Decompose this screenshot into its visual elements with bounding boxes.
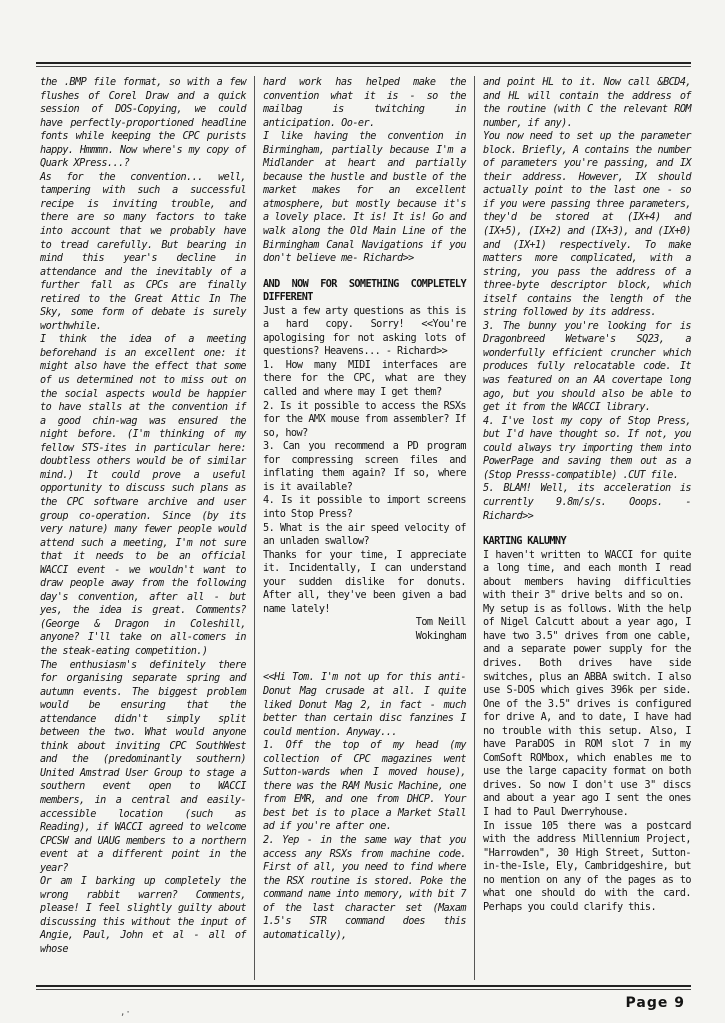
signature-name: Tom Neill [415,617,466,629]
paragraph: Thanks for your time, I appreciate it. Incidentally, I can understand your sudden dislike for donuts. After all, they've been given a bad name lately! [263,549,466,615]
paragraph: I like having the convention in Birmingham, partially because I'm a Midlander at heart and partially because the hustle and bustle of the market makes for an excellent atmosphere, but mostly because it's a lovely place. It is! It is! Go and walk along the Old Main Line of the Birmingham Canal Navigations if you don't believe me- Richard>> [263,131,466,265]
paragraph: 2. Yep - in the same way that you access any RSXs from machine code. First of all, you need to find where the RSX routine is stored. Poke the command name into memory, with bit 7 of the last character set (Maxam 1.5's STR command does this automatically), [263,834,466,941]
column-divider [254,76,255,980]
paragraph: As for the convention... well, tampering with such a successful recipe is inviting trouble, and there are so many factors to take into account that we probably have to tread carefully. But bearing in mind this year's decline in attendance and the inevitably of a further fall as CPCs are finally retired to the Great Attic In The Sky, some form of debate is surely worthwhile. [40,171,246,332]
section-heading: AND NOW FOR SOMETHING COMPLETELY DIFFERENT [263,278,466,304]
paragraph: hard work has helped make the convention what it is - so the mailbag is twitching in anticipation. Oo-er. [263,77,466,129]
paragraph: In issue 105 there was a postcard with the address Millennium Project, "Harrowden", 30 High Street, Sutton-in-the-Isle, Ely, Cambridgeshire, but no mention on any of the pages as to what one should do with the card. Perhaps you could clarify this. [483,820,691,913]
column-3 [483,76,691,914]
paragraph: Just a few arty questions as this is a hard copy. Sorry! <<You're apologising for not asking lots of questions? Heavens... - Richard>> [263,305,466,358]
bottom-rule [36,985,691,990]
paragraph: 3. The bunny you're looking for is Dragonbreed Wetware's SQ23, a wonderfully efficient cruncher which produces fully relocatable code. It was featured on an AA covertape long ago, but you should also be able to get it from the WACCI library. [483,320,691,414]
paragraph: and point HL to it. Now call &BCD4, and HL will contain the address of the routine (with C the relevant ROM number, if any). [483,77,691,129]
paragraph: 5. What is the air speed velocity of an unladen swallow? [263,522,466,548]
paragraph: 1. How many MIDI interfaces are there for the CPC, what are they called and where may I get them? [263,359,466,399]
page-number: Page 9 [625,995,685,1011]
column-1 [40,76,246,957]
paragraph: I think the idea of a meeting beforehand is an excellent one: it might also have the effect that some of us determined not to miss out on the social aspects would be happier to have stalls at the convention if a good chin-wag was ensured the night before. (I'm thinking of my fellow STS-ites in particular here: doubtless others would be of similar mind.) It could prove a useful opportunity to discuss such plans as the CPC software archive and user group co-operation. Since (by its very nature) many fewer people would attend such a meeting, I'm not sure that it needs to be an official WACCI event - we wouldn't want to draw people away from the following day's convention, after all - but yes, the idea is great. Comments? (George & Dragon in Coleshill, anyone? I'll take on all-comers in the steak-eating competition.) [40,334,246,657]
paragraph: 4. Is it possible to import screens into Stop Press? [263,495,466,520]
paragraph: 1. Off the top of my head (my collection of CPC magazines went Sutton-wards when I moved house), there was the RAM Music Machine, one from EMR, and one from DHCP. Your best bet is to place a Market Stall ad if you're after one. [263,740,466,833]
paragraph: <<Hi Tom. I'm not up for this anti-Donut Mag crusade at all. I quite liked Donut Mag 2, in fact - much better than certain disc fanzines I could mention. Anyway... [263,672,466,738]
paragraph: the .BMP file format, so with a few flushes of Corel Draw and a quick session of DOS-Copying, we could have perfectly-proportioned headline fonts while keeping the CPC purists happy. Hmmmn. Now where's my copy of Quark XPress...? [40,77,246,170]
paragraph: 4. I've lost my copy of Stop Press, but I'd have thought so. If not, you could always try importing them into PowerPage and saving them out as a (Stop Presss-compatible) .CUT file. [483,415,691,481]
paragraph: Or am I barking up completely the wrong rabbit warren? Comments, please! I feel slightly guilty about discussing this without the input of Angie, Paul, John et al - all of whose [40,876,246,955]
paragraph: I haven't written to WACCI for quite a long time, and each month I read about members having difficulties with their 3" drive belts and so on. [483,549,691,602]
paragraph: 2. Is it possible to access the RSXs for the AMX mouse from assembler? If so, how? [263,400,466,439]
paragraph: My setup is as follows. With the help of Nigel Calcutt about a year ago, I have two 3.5" drives from one cable, and a separate power supply for the drives. Both drives have side switches, plus an ABBA switch. I also use S-DOS which gives 396k per side. One of the 3.5" drives is configured for drive A, and to date, I have had no trouble with this setup. Also, I have ParaDOS in ROM slot 7 in my ComSoft ROMbox, which enables me to use the large capacity format on both drives. So now I don't use 3" discs and about a year ago I sent the ones I had to Paul Dwerryhouse. [483,603,691,818]
column-2 [263,76,466,942]
paragraph: The enthusiasm's definitely there for organising separate spring and autumn events. The biggest problem would be ensuring that the attendance didn't simply split between the two. What would anyone think about inviting CPC SouthWest and the (predominantly southern) United Amstrad User Group to stage a southern event open to WACCI members, in a central and easily-accessible location (such as Reading), if WACCI agreed to welcome CPCSW and UAUG members to a northern event at a different point in the year? [40,659,246,874]
paragraph: You now need to set up the parameter block. Briefly, A contains the number of parameters you're passing, and IX their address. However, IX should actually point to the last one - so if you were passing three parameters, they'd be stored at (IX+4) and (IX+5), (IX+2) and (IX+3), and (IX+0) and (IX+1) respectively. To make matters more complicated, with a string, you pass the address of a three-byte descriptor block, which itself contains the length of the string followed by its address. [483,131,691,319]
scan-mark: ,· [120,1008,131,1018]
paragraph: 3. Can you recommend a PD program for compressing screen files and inflating them again? If so, where is it available? [263,441,466,493]
signature-place: Wokingham [415,630,466,642]
section-heading: KARTING KALUMNY [483,536,567,548]
paragraph: 5. BLAM! Well, its acceleration is currently 9.8m/s/s. Ooops. - Richard>> [483,483,691,522]
column-divider [474,76,475,980]
top-rule [36,62,691,67]
